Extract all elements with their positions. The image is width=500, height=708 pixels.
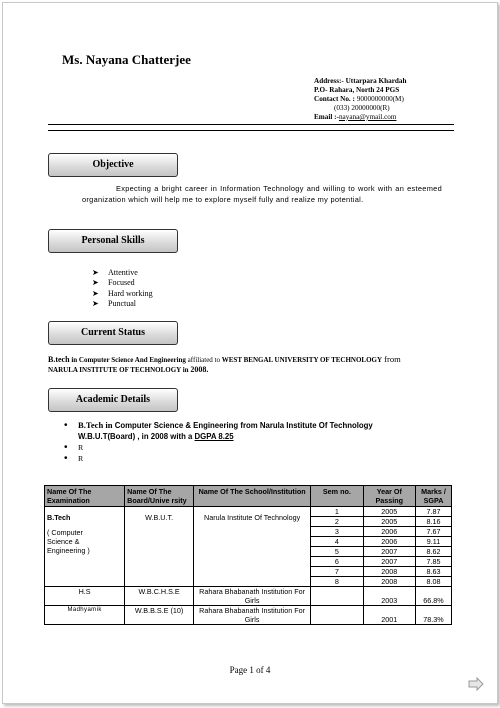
candidate-name: Ms. Nayana Chatterjee <box>62 52 191 67</box>
column-header: Marks / SGPA <box>415 486 451 507</box>
objective-text: Expecting a bright career in Information Technology and willing to work with an esteemed organization which will help me to explore myself fully and realize my potential. <box>82 184 442 204</box>
list-item: • R <box>64 442 84 453</box>
section-personal-skills: Personal Skills <box>48 229 178 253</box>
column-header: Name Of The Board/Unive rsity <box>125 486 194 507</box>
list-item: ➤ Focused <box>92 278 135 288</box>
section-academic-details: Academic Details <box>48 388 178 412</box>
address-line-2: P.O- Rahara, North 24 PGS <box>314 86 400 94</box>
board-name: W.B.U.T. <box>125 507 194 587</box>
contact-residence: (033) 20000000(R) <box>334 104 390 112</box>
table-header-row <box>45 486 452 507</box>
table-row: 6 2007 7.85 <box>45 557 452 567</box>
column-header: Name Of The Examination <box>45 486 125 507</box>
arrow-bullet-icon: ➤ <box>92 268 99 277</box>
email-label: Email :- <box>314 113 339 121</box>
table-row: H.S W.B.C.H.S.E Rahara Bhabanath Institution For Girls 2003 66.8% <box>45 587 452 606</box>
table-row: 7 2008 8.63 <box>45 567 452 577</box>
table-row: 8 2008 8.08 <box>45 577 452 587</box>
current-status-text: B.tech in Computer Science And Engineering affiliated to WEST BENGAL UNIVERSITY OF TECHNOLOGY from NARULA INSTITUTE OF TECHNOLOGY in 2008. <box>48 354 401 374</box>
list-item: ➤ Attentive <box>92 268 138 277</box>
address-block <box>314 77 407 122</box>
table-row: 5 2007 8.62 <box>45 547 452 557</box>
address-line-1: Address:- Uttarpara Khardah <box>314 77 407 85</box>
academic-list <box>64 420 373 464</box>
table-row: 4 2006 9.11 <box>45 537 452 547</box>
exam-name: B.Tech <box>47 513 71 522</box>
table-row: Madhyamik W.B.B.S.E (10) Rahara Bhabanath Institution For Girls 2001 78.3% <box>45 606 452 625</box>
list-item: W.B.U.T(Board) , in 2008 with a DGPA 8.25 <box>78 432 234 441</box>
list-item: ➤ Hard working <box>92 288 153 298</box>
column-header: Sem no. <box>311 486 363 507</box>
list-item: • R <box>64 453 84 464</box>
arrow-bullet-icon: ➤ <box>92 288 99 298</box>
arrow-bullet-icon: ➤ <box>92 278 99 288</box>
header-rule-top <box>48 124 454 125</box>
exam-subject: ( Computer Science & Engineering ) <box>47 528 90 555</box>
column-header: Year Of Passing <box>363 486 415 507</box>
contact-mobile: 9000000000(M) <box>356 95 404 103</box>
contact-label: Contact No. : <box>314 95 357 103</box>
academic-table <box>44 485 452 625</box>
table-row: B.Tech ( Computer Science & Engineering ) W.B.U.T. Narula Institute Of Technology 1 2005 7.87 <box>45 507 452 517</box>
list-item: • B.Tech in Computer Science & Engineering from Narula Institute Of Technology <box>64 420 373 431</box>
email-link[interactable]: nayana@ymail.com <box>338 113 397 121</box>
skills-list <box>92 268 153 310</box>
table-row: 2 2005 8.16 <box>45 517 452 527</box>
next-arrow-icon[interactable] <box>468 677 484 691</box>
section-current-status: Current Status <box>48 321 178 345</box>
school-name: Narula Institute Of Technology <box>194 507 311 587</box>
column-header: Name Of The School/Institution <box>194 486 311 507</box>
arrow-bullet-icon: ➤ <box>92 299 99 309</box>
page-number: Page 1 of 4 <box>229 665 271 675</box>
table-row: 3 2006 7.67 <box>45 527 452 537</box>
section-objective: Objective <box>48 153 178 177</box>
list-item: ➤ Punctual <box>92 299 136 309</box>
header-rule-bottom <box>48 130 454 131</box>
